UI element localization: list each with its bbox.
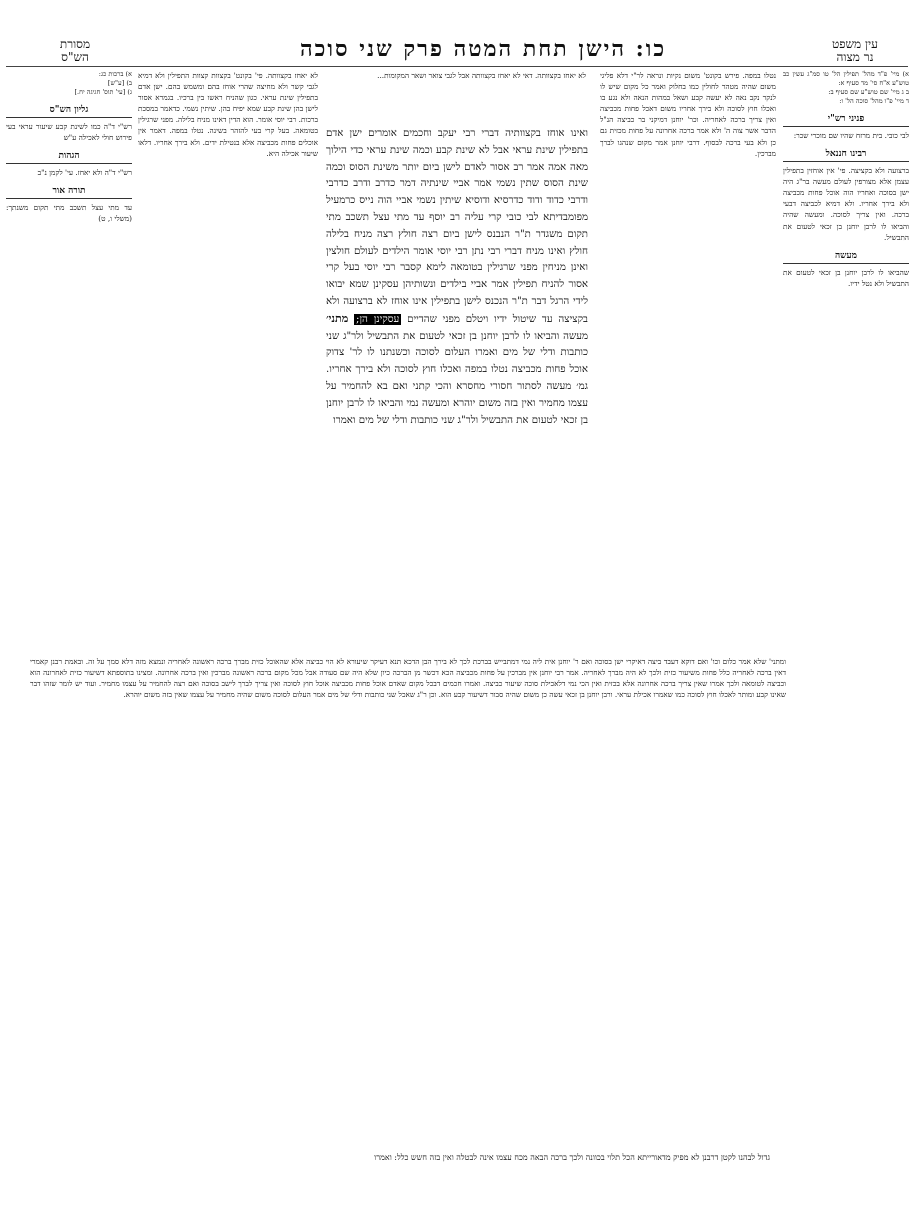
maase-text: שהביאו לו לרבן יוחנן בן זכאי לטעום את התבשיל ולא נטל ידיו.: [783, 267, 909, 288]
tosafot-commentary: [138, 70, 318, 656]
ein-mishpat-refs: א) מיי' פ"ד מהל' תפילין הל' טו סמ"ג עשין כב טוש"ע א"ח סי' מד סעיף א: ב ג מיי' שם טוש"ע שם סעיף ב: ד מיי' פ"ו מהל' סוכה הל' ו:: [783, 70, 909, 105]
torah-or-title: תורה אור: [6, 184, 132, 199]
gemara-main: [326, 126, 588, 646]
page-title: כו: הישן תחת המטה פרק שני סוכה: [300, 36, 667, 62]
ein-mishpat-label: עין משפט נר מצוה: [832, 37, 878, 64]
gemara-top-text: לא יאחז בקצוותה. דאי לא יאחז בקצוותה אבל לגבי צואר ושאר המקומות...: [377, 71, 586, 80]
page-footer-line: גדול לבהנו לקטן דרבנן לא מפיק מדאורייתא הכל תלוי בכוונה ולכך ברכה הבאה מכח עצמו אינה לבטלה ואין בזה חשש כלל: ואמרו: [374, 1153, 770, 1162]
gemara-top-line: [330, 70, 586, 122]
header-divider: [6, 66, 908, 67]
hagahot-title: הגהות: [6, 149, 132, 164]
mishnah-text: מעשה והביאו לו לרבן יוחנן בן זכאי לטעום את התבשיל ולר"ג שני כותבות ודלי של מים ואמרו העלום לסוכה וכשנתנו לו לר' צדוק אוכל פחות מכביצה נטלו במפה ואכלו חוץ לסוכה ולא בירך אחריו. גמ׳ מעשה לסתור חסורי מחסרא והכי קתני ואם בא להחמיר על עצמו מחמיר ואין בזה משום יוהרא ומעשה נמי והביאו לו לרבן יוחנן בן זכאי לטעום את התבשיל ולר"ג שני כותבות ודלי של מים ואמרו: [326, 330, 588, 426]
torah-or-text: עד מתי עצל תשכב מתי תקום משנתך: (משלי ו, ט): [6, 203, 132, 224]
masoret-hashas-label: מסורת הש"ס: [59, 37, 91, 64]
gilion-hashas-title: גליון הש"ס: [6, 103, 132, 118]
rabeinu-chananel-title: רבינו חננאל: [783, 147, 909, 162]
page-header: [0, 36, 914, 64]
bottom-commentary-text: ומתני' שלא אמר כלום וכו' ואם דוקא דעבד ביצה דאיקרי ישן בסוכה ואם ר' יוחנן אית ליה נמי דמתבייש בברכת לכך לא בירך הבן הדכא תנא דעיקר שיעורא לא הוי כביצה אלא שהאוכל כזית מברך ברכה ראשונה לאחריה ונמצא מזה דלא סמך על זה. ובאמת רבנן קאמרי דאין ברכה לאחריה כלל פחות משיעור כזית ולכך לא היה מברך לאחריה. אמר רבי יוחנן אין מברכין על פחות מכביצה הכא דכשר מן הברכה כיון שלא היה שם סעודה אבל מכל מקום ברכה ראשונה מברכין ואין ברכה אחרונה. ומצינו בתוספתא דשיעור כזית לאחרונה הוא וכביצה לטומאה ולכך אמרו שאין צריך ברכה אחרונה אלא בכזית ואין הכי נמי דלאכילת סוכה שיעור כביצה. ואמרו חכמים דבכל מקום שאדם אוכל פחות מכביצה אוכל חוץ לסוכה ואין צריך לברך לישב בסוכה ואם רצה להחמיר על עצמו מחמיר. ועוד יש לומר שזהו דבר שאינו קבע ומותר לאכלו חוץ לסוכה כמו שאמרו אכילת עראי. ורבן יוחנן בן זכאי עשה כן משום שהיה סבור דשיעור קבע הוא. וכן ר"ג שאכל שני כותבות ודלי של מים אמר העלום לסוכה משום שהיה מחמיר על עצמו שאין בזה משום יוהרא.: [30, 657, 786, 700]
mishnah-label: מתני׳: [326, 311, 349, 325]
gilion-hashas-text: רש"י ד"ה כמו לשינת קבע שיעור עראי בעי פירוש חולי לאכילה ע"ש: [6, 122, 132, 143]
masoret-hashas-column: [6, 70, 132, 650]
rashi-text: נטלו במפה. פירש בקונט' משום נקיות ונראה לר"י דלא פליגי משום שהיה מטהר לחולין כמו בחלוק ואמר כל מקום שיש לו לנקר נקב נאה לא יעשה קבע ושאל במהות הנאה ולא נגע בו ואכלו חוץ לסוכה ולא בירך אחריו משום דאכל פחות מכביצה ואין צריך ברכה לאחריה. וכר' יוחנן דמיקני בר כביצה הנ"ל הדבר אשר צוה ה' ולא אמר ברכה אחרונה על פחות מכזית גם כן ולא בעי ברכה לבסוף. דרבי יוחנן אמר מקום שנהגו לברך מברכין.: [600, 71, 776, 158]
bottom-commentary: [30, 656, 786, 1151]
gemara-text: ואינו אוחז בקצוותיה דברי רבי יעקב וחכמים אומרים ישן אדם בתפילין שינת עראי אבל לא שינת קבע וכמה שינת עראי כדי הילוך מאה אמה אמר רב אסור לאדם לישן ביום יותר משינת הסוס וכמה שינת הסוס שתין נשמי אמר אביי שינתיה דמר כדרב ודרב כדרבי ודרבי כדוד ודוד כדרסיא ודוסיא שיתין נשמי אביי הוה נייס כרמעיל מפומבדיתא לבי כובי קרי עליה רב יוסף עד מתי עצל תשכב מתי תקום משגדר ת"ר הנבנס לישן ביום רצה חולץ רצה מניח בלילה חולץ ואינו מניח דברי רבי נתן רבי יוסי אומר הילדים לעולם חולצין ואינן מניחין מפני שרגילין בטומאה לימא קסבר רבי יוסי בעל קרי אסור להניח תפילין אמר אביי בילדים ונשותיהן עסקינן שמא יבואו לידי הרגל דבר ת"ר הנכנס לישן בתפילין אינו אוחז לא ברצועה ולא בקציצה עד שיטול ידיו ויטלם מפני שהדיים: [326, 128, 588, 325]
maase-title: מעשה: [783, 249, 909, 264]
tosafot-text: לא יאחז בקצוותה. פי' בקונט' בקצוות קצוות התפילין ולא דמיא לגבי קשר ולא מחיצה שהרי אוחז בהם ומשמש בהם. ישן אדם בתפילין שינת עראי. כגון שהניח ראשו בין ברכיו. בגמרא אסור לישן בהן שינת קבע שמא יפיח בהן. שיתין נשמי. כדאמר במסכת ברכות. רבי יוסי אומר. הוא הדין דאינו מניח בלילה. מפני שרגילין בטומאה. בעל קרי בעי להזהר בשינה. נטלו במפה. דאמר אין אוכלים פחות מכביצה אלא בנטילת ידים. ולא בירך אחריו. דלאו שיעור אכילה היא.: [138, 71, 318, 158]
pninei-rashi-title: פניני רש"י: [783, 112, 909, 127]
rabeinu-chananel-text: ברצועה ולא בקציצה. פי' אין אוחזין בתפילין עצמן אלא מצורפין לעולם מעשה בר"ג היה ישן בסוכה ואחריו הוה אוכל פחות מכביצה ולא בירך אחריו. ולא דמיא לכביצה דבעי ברכה. ואין צריך לסוכה. ומעשה שהיה והביאו לו לרבן יוחנן בן זכאי לטעום את התבשיל.: [783, 166, 909, 242]
highlighted-phrase: עסקינן הן;: [356, 313, 400, 325]
ein-mishpat-column: [783, 70, 909, 650]
masoret-hashas-refs: א) ברכות כג: ב) [ע"ש] ג) [עי' תוס' חגיגה יח.]: [74, 70, 132, 96]
pninei-rashi-text: לבי כובי. בית מרזח שהיו שם מוכרי שכר:: [793, 131, 909, 140]
hagahot-text: רש"י ד"ה ולא יאחז. עי' לקמן נ"ב: [37, 168, 132, 178]
rashi-commentary: [600, 70, 776, 656]
